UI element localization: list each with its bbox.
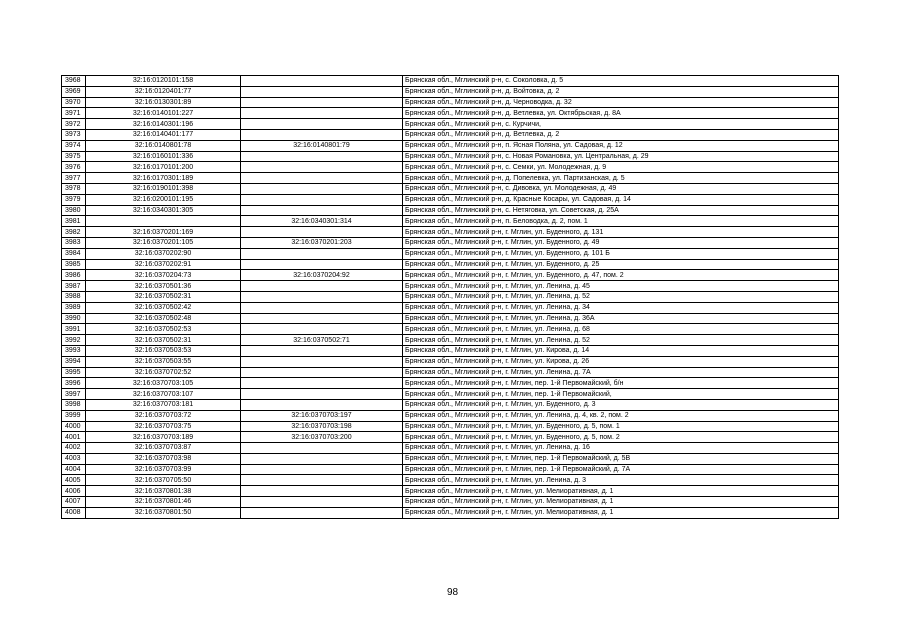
cadastral-number-cell: 32:16:0370801:50	[86, 507, 241, 518]
table-row	[62, 335, 839, 346]
table-row	[62, 227, 839, 238]
previous-cadastral-number-cell	[241, 129, 403, 140]
registry-table-body	[62, 76, 839, 519]
address-cell: Брянская обл., Мглинский р-н, г. Мглин, ул. Кирова, д. 26	[403, 356, 839, 367]
address-cell: Брянская обл., Мглинский р-н, г. Мглин, пер. 1-й Первомайский, д. 5В	[403, 453, 839, 464]
cadastral-number-cell: 32:16:0170301:189	[86, 173, 241, 184]
cadastral-number-cell: 32:16:0370502:31	[86, 335, 241, 346]
row-number-cell: 4006	[62, 486, 86, 497]
table-row	[62, 205, 839, 216]
cadastral-number-cell: 32:16:0370201:105	[86, 237, 241, 248]
previous-cadastral-number-cell	[241, 378, 403, 389]
row-number-cell: 3975	[62, 151, 86, 162]
row-number-cell: 3973	[62, 129, 86, 140]
previous-cadastral-number-cell	[241, 367, 403, 378]
cadastral-number-cell: 32:16:0140301:196	[86, 119, 241, 130]
previous-cadastral-number-cell	[241, 173, 403, 184]
page-number: 98	[446, 587, 459, 598]
table-row	[62, 194, 839, 205]
address-cell: Брянская обл., Мглинский р-н, г. Мглин, ул. Буденного, д. 101 Б	[403, 248, 839, 259]
previous-cadastral-number-cell: 32:16:0340301:314	[241, 216, 403, 227]
table-row	[62, 486, 839, 497]
table-row	[62, 421, 839, 432]
cadastral-number-cell: 32:16:0370801:38	[86, 486, 241, 497]
table-row	[62, 367, 839, 378]
cadastral-number-cell: 32:16:0140401:177	[86, 129, 241, 140]
row-number-cell: 3991	[62, 324, 86, 335]
address-cell: Брянская обл., Мглинский р-н, г. Мглин, ул. Мелиоративная, д. 1	[403, 486, 839, 497]
row-number-cell: 3998	[62, 399, 86, 410]
row-number-cell: 3980	[62, 205, 86, 216]
previous-cadastral-number-cell	[241, 108, 403, 119]
cadastral-number-cell: 32:16:0370703:107	[86, 389, 241, 400]
row-number-cell: 3985	[62, 259, 86, 270]
cadastral-number-cell: 32:16:0370703:87	[86, 443, 241, 454]
address-cell: Брянская обл., Мглинский р-н, с. Семки, ул. Молодежная, д. 9	[403, 162, 839, 173]
previous-cadastral-number-cell	[241, 302, 403, 313]
cadastral-number-cell: 32:16:0370703:181	[86, 399, 241, 410]
address-cell: Брянская обл., Мглинский р-н, г. Мглин, ул. Буденного, д. 131	[403, 227, 839, 238]
cadastral-number-cell: 32:16:0370703:72	[86, 410, 241, 421]
cadastral-number-cell: 32:16:0140801:78	[86, 140, 241, 151]
previous-cadastral-number-cell: 32:16:0370703:198	[241, 421, 403, 432]
address-cell: Брянская обл., Мглинский р-н, д. Ветлевка, д. 2	[403, 129, 839, 140]
row-number-cell: 3984	[62, 248, 86, 259]
row-number-cell: 4004	[62, 464, 86, 475]
cadastral-number-cell: 32:16:0120401:77	[86, 86, 241, 97]
table-row	[62, 259, 839, 270]
cadastral-number-cell: 32:16:0200101:195	[86, 194, 241, 205]
row-number-cell: 4008	[62, 507, 86, 518]
address-cell: Брянская обл., Мглинский р-н, г. Мглин, ул. Ленина, д. 68	[403, 324, 839, 335]
previous-cadastral-number-cell: 32:16:0140801:79	[241, 140, 403, 151]
address-cell: Брянская обл., Мглинский р-н, г. Мглин, ул. Буденного, д. 5, пом. 1	[403, 421, 839, 432]
row-number-cell: 4002	[62, 443, 86, 454]
row-number-cell: 4000	[62, 421, 86, 432]
table-row	[62, 378, 839, 389]
previous-cadastral-number-cell	[241, 259, 403, 270]
address-cell: Брянская обл., Мглинский р-н, г. Мглин, ул. Ленина, д. 7А	[403, 367, 839, 378]
row-number-cell: 3986	[62, 270, 86, 281]
previous-cadastral-number-cell	[241, 194, 403, 205]
row-number-cell: 3977	[62, 173, 86, 184]
address-cell: Брянская обл., Мглинский р-н, г. Мглин, ул. Ленина, д. 52	[403, 291, 839, 302]
table-row	[62, 248, 839, 259]
row-number-cell: 4001	[62, 432, 86, 443]
address-cell: Брянская обл., Мглинский р-н, д. Ветлевка, ул. Октябрьская, д. 8А	[403, 108, 839, 119]
table-row	[62, 183, 839, 194]
cadastral-number-cell: 32:16:0370501:36	[86, 281, 241, 292]
table-row	[62, 119, 839, 130]
previous-cadastral-number-cell	[241, 486, 403, 497]
row-number-cell: 3982	[62, 227, 86, 238]
table-row	[62, 237, 839, 248]
cadastral-number-cell: 32:16:0130301:89	[86, 97, 241, 108]
address-cell: Брянская обл., Мглинский р-н, с. Соколовка, д. 5	[403, 76, 839, 87]
address-cell: Брянская обл., Мглинский р-н, п. Ясная Поляна, ул. Садовая, д. 12	[403, 140, 839, 151]
row-number-cell: 3979	[62, 194, 86, 205]
address-cell: Брянская обл., Мглинский р-н, г. Мглин, пер. 1-й Первомайский, д. 7А	[403, 464, 839, 475]
row-number-cell: 3976	[62, 162, 86, 173]
address-cell: Брянская обл., Мглинский р-н, г. Мглин, ул. Ленина, д. 36А	[403, 313, 839, 324]
table-row	[62, 270, 839, 281]
previous-cadastral-number-cell	[241, 453, 403, 464]
address-cell: Брянская обл., Мглинский р-н, г. Мглин, ул. Ленина, д. 34	[403, 302, 839, 313]
address-cell: Брянская обл., Мглинский р-н, г. Мглин, ул. Ленина, д. 4, кв. 2, пом. 2	[403, 410, 839, 421]
address-cell: Брянская обл., Мглинский р-н, с. Дивовка, ул. Молодежная, д. 49	[403, 183, 839, 194]
cadastral-number-cell: 32:16:0370703:75	[86, 421, 241, 432]
table-row	[62, 86, 839, 97]
previous-cadastral-number-cell	[241, 507, 403, 518]
address-cell: Брянская обл., Мглинский р-н, г. Мглин, ул. Мелиоративная, д. 1	[403, 497, 839, 508]
previous-cadastral-number-cell	[241, 119, 403, 130]
previous-cadastral-number-cell	[241, 183, 403, 194]
row-number-cell: 3989	[62, 302, 86, 313]
row-number-cell: 3994	[62, 356, 86, 367]
cadastral-number-cell: 32:16:0370703:105	[86, 378, 241, 389]
cadastral-number-cell: 32:16:0370703:189	[86, 432, 241, 443]
previous-cadastral-number-cell: 32:16:0370201:203	[241, 237, 403, 248]
previous-cadastral-number-cell	[241, 389, 403, 400]
row-number-cell: 4003	[62, 453, 86, 464]
cadastral-number-cell: 32:16:0370502:31	[86, 291, 241, 302]
row-number-cell: 3999	[62, 410, 86, 421]
table-row	[62, 281, 839, 292]
cadastral-number-cell: 32:16:0370503:55	[86, 356, 241, 367]
cadastral-number-cell: 32:16:0370502:42	[86, 302, 241, 313]
table-row	[62, 313, 839, 324]
address-cell: Брянская обл., Мглинский р-н, д. Попелевка, ул. Партизанская, д. 5	[403, 173, 839, 184]
cadastral-number-cell: 32:16:0370503:53	[86, 345, 241, 356]
address-cell: Брянская обл., Мглинский р-н, с. Курчичи,	[403, 119, 839, 130]
table-row	[62, 291, 839, 302]
address-cell: Брянская обл., Мглинский р-н, г. Мглин, пер. 1-й Первомайский,	[403, 389, 839, 400]
table-row	[62, 464, 839, 475]
previous-cadastral-number-cell	[241, 97, 403, 108]
address-cell: Брянская обл., Мглинский р-н, г. Мглин, ул. Ленина, д. 16	[403, 443, 839, 454]
address-cell: Брянская обл., Мглинский р-н, г. Мглин, ул. Мелиоративная, д. 1	[403, 507, 839, 518]
previous-cadastral-number-cell	[241, 497, 403, 508]
table-row	[62, 399, 839, 410]
address-cell: Брянская обл., Мглинский р-н, г. Мглин, ул. Буденного, д. 5, пом. 2	[403, 432, 839, 443]
previous-cadastral-number-cell	[241, 324, 403, 335]
cadastral-number-cell: 32:16:0370801:46	[86, 497, 241, 508]
table-row	[62, 302, 839, 313]
cadastral-number-cell: 32:16:0370201:169	[86, 227, 241, 238]
address-cell: Брянская обл., Мглинский р-н, д. Войтовка, д. 2	[403, 86, 839, 97]
cadastral-number-cell: 32:16:0370705:50	[86, 475, 241, 486]
row-number-cell: 3993	[62, 345, 86, 356]
table-row	[62, 453, 839, 464]
previous-cadastral-number-cell	[241, 227, 403, 238]
row-number-cell: 4007	[62, 497, 86, 508]
address-cell: Брянская обл., Мглинский р-н, с. Нетяговка, ул. Советская, д. 25А	[403, 205, 839, 216]
row-number-cell: 3997	[62, 389, 86, 400]
previous-cadastral-number-cell: 32:16:0370703:197	[241, 410, 403, 421]
previous-cadastral-number-cell	[241, 76, 403, 87]
table-row	[62, 345, 839, 356]
cadastral-number-cell: 32:16:0170101:200	[86, 162, 241, 173]
cadastral-number-cell: 32:16:0370502:48	[86, 313, 241, 324]
registry-table	[61, 75, 839, 519]
cadastral-number-cell: 32:16:0160101:336	[86, 151, 241, 162]
table-row	[62, 432, 839, 443]
row-number-cell: 3995	[62, 367, 86, 378]
row-number-cell: 3968	[62, 76, 86, 87]
table-row	[62, 410, 839, 421]
table-row	[62, 97, 839, 108]
address-cell: Брянская обл., Мглинский р-н, п. Беловодка, д. 2, пом. 1	[403, 216, 839, 227]
row-number-cell: 3974	[62, 140, 86, 151]
address-cell: Брянская обл., Мглинский р-н, г. Мглин, пер. 1-й Первомайский, б/н	[403, 378, 839, 389]
table-row	[62, 356, 839, 367]
cadastral-number-cell: 32:16:0340301:305	[86, 205, 241, 216]
table-row	[62, 475, 839, 486]
address-cell: Брянская обл., Мглинский р-н, г. Мглин, ул. Кирова, д. 14	[403, 345, 839, 356]
table-row	[62, 173, 839, 184]
cadastral-number-cell: 32:16:0370702:52	[86, 367, 241, 378]
address-cell: Брянская обл., Мглинский р-н, г. Мглин, ул. Ленина, д. 3	[403, 475, 839, 486]
cadastral-number-cell: 32:16:0370703:99	[86, 464, 241, 475]
previous-cadastral-number-cell	[241, 464, 403, 475]
table-row	[62, 443, 839, 454]
cadastral-number-cell: 32:16:0370202:91	[86, 259, 241, 270]
previous-cadastral-number-cell	[241, 291, 403, 302]
cadastral-number-cell: 32:16:0120101:158	[86, 76, 241, 87]
address-cell: Брянская обл., Мглинский р-н, г. Мглин, ул. Ленина, д. 45	[403, 281, 839, 292]
previous-cadastral-number-cell: 32:16:0370502:71	[241, 335, 403, 346]
address-cell: Брянская обл., Мглинский р-н, д. Красные Косары, ул. Садовая, д. 14	[403, 194, 839, 205]
table-row	[62, 140, 839, 151]
table-row	[62, 216, 839, 227]
row-number-cell: 3969	[62, 86, 86, 97]
address-cell: Брянская обл., Мглинский р-н, г. Мглин, ул. Буденного, д. 3	[403, 399, 839, 410]
table-row	[62, 324, 839, 335]
table-row	[62, 76, 839, 87]
previous-cadastral-number-cell	[241, 86, 403, 97]
cadastral-number-cell: 32:16:0370202:90	[86, 248, 241, 259]
row-number-cell: 3990	[62, 313, 86, 324]
table-row	[62, 108, 839, 119]
address-cell: Брянская обл., Мглинский р-н, г. Мглин, ул. Ленина, д. 52	[403, 335, 839, 346]
cadastral-number-cell: 32:16:0370703:98	[86, 453, 241, 464]
previous-cadastral-number-cell	[241, 248, 403, 259]
row-number-cell: 3992	[62, 335, 86, 346]
table-row	[62, 507, 839, 518]
row-number-cell: 3983	[62, 237, 86, 248]
previous-cadastral-number-cell	[241, 281, 403, 292]
previous-cadastral-number-cell	[241, 345, 403, 356]
table-row	[62, 497, 839, 508]
table-row	[62, 162, 839, 173]
address-cell: Брянская обл., Мглинский р-н, г. Мглин, ул. Буденного, д. 49	[403, 237, 839, 248]
previous-cadastral-number-cell	[241, 313, 403, 324]
address-cell: Брянская обл., Мглинский р-н, с. Новая Романовка, ул. Центральная, д. 29	[403, 151, 839, 162]
row-number-cell: 3988	[62, 291, 86, 302]
previous-cadastral-number-cell	[241, 151, 403, 162]
previous-cadastral-number-cell	[241, 399, 403, 410]
table-row	[62, 129, 839, 140]
row-number-cell: 3970	[62, 97, 86, 108]
row-number-cell: 3972	[62, 119, 86, 130]
cadastral-number-cell: 32:16:0190101:398	[86, 183, 241, 194]
previous-cadastral-number-cell: 32:16:0370703:200	[241, 432, 403, 443]
cadastral-number-cell: 32:16:0140101:227	[86, 108, 241, 119]
row-number-cell: 3978	[62, 183, 86, 194]
table-row	[62, 389, 839, 400]
table-row	[62, 151, 839, 162]
previous-cadastral-number-cell	[241, 356, 403, 367]
address-cell: Брянская обл., Мглинский р-н, д. Черноводка, д. 32	[403, 97, 839, 108]
address-cell: Брянская обл., Мглинский р-н, г. Мглин, ул. Буденного, д. 47, пом. 2	[403, 270, 839, 281]
previous-cadastral-number-cell	[241, 443, 403, 454]
cadastral-number-cell: 32:16:0370502:53	[86, 324, 241, 335]
previous-cadastral-number-cell	[241, 162, 403, 173]
row-number-cell: 3981	[62, 216, 86, 227]
address-cell: Брянская обл., Мглинский р-н, г. Мглин, ул. Буденного, д. 25	[403, 259, 839, 270]
row-number-cell: 3987	[62, 281, 86, 292]
previous-cadastral-number-cell	[241, 475, 403, 486]
previous-cadastral-number-cell	[241, 205, 403, 216]
cadastral-number-cell: 32:16:0370204:73	[86, 270, 241, 281]
cadastral-number-cell	[86, 216, 241, 227]
row-number-cell: 4005	[62, 475, 86, 486]
previous-cadastral-number-cell: 32:16:0370204:92	[241, 270, 403, 281]
row-number-cell: 3996	[62, 378, 86, 389]
row-number-cell: 3971	[62, 108, 86, 119]
